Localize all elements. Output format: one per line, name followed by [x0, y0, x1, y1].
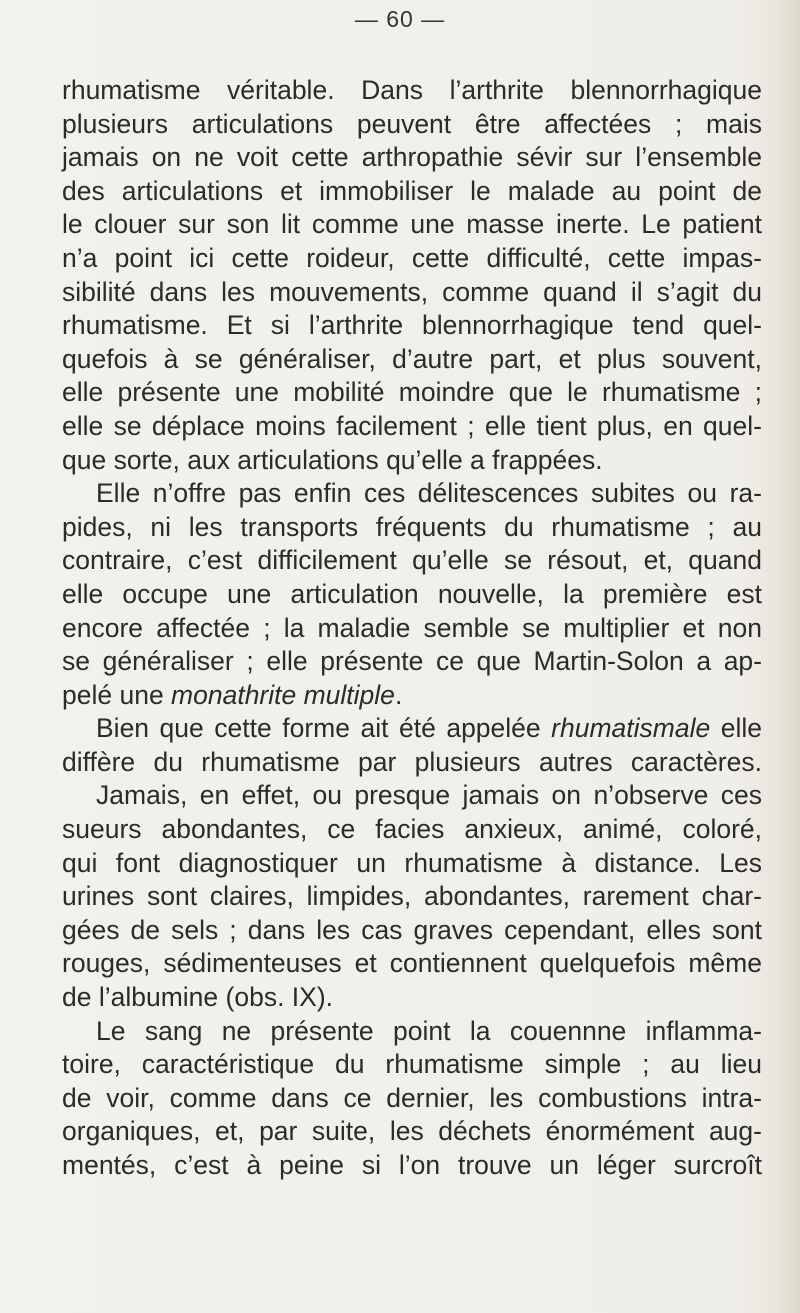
text-line: toire, caractéristique du rhumatisme simple ; au lieu: [62, 1049, 762, 1080]
text-line: de voir, comme dans ce dernier, les combustions intra-: [62, 1082, 762, 1113]
text-line: organiques, et, par suite, les déchets énormément aug-: [62, 1116, 762, 1147]
text-line: rhumatisme véritable. Dans l’arthrite blennorrhagique: [62, 75, 762, 105]
text-line: le clouer sur son lit comme une masse inerte. Le patient: [62, 209, 762, 240]
text-line: Bien que cette forme ait été appelée rhumatismale elle: [96, 713, 762, 744]
text-line: urines sont claires, limpides, abondantes, rarement char-: [62, 881, 762, 912]
text-line: gées de sels ; dans les cas graves cependant, elles sont: [62, 914, 762, 945]
text-line: sueurs abondantes, ce facies anxieux, animé, coloré,: [62, 814, 762, 845]
body-text: [62, 74, 762, 1183]
text-line: plusieurs articulations peuvent être affectées ; mais: [62, 108, 762, 139]
text-line: qui font diagnostiquer un rhumatisme à distance. Les: [62, 847, 762, 878]
page-number: — 60 —: [354, 6, 446, 32]
text-line: n’a point ici cette roideur, cette difficulté, cette impas-: [62, 242, 762, 273]
text-line: elle présente une mobilité moindre que le rhumatisme ;: [62, 377, 762, 408]
text-line: sibilité dans les mouvements, comme quand il s’agit du: [62, 276, 762, 307]
text-line: Le sang ne présente point la couennne inflamma-: [96, 1015, 762, 1046]
text-line: se généraliser ; elle présente ce que Martin-Solon a ap-: [62, 646, 762, 677]
text-line: des articulations et immobiliser le malade au point de: [62, 175, 762, 206]
text-line: jamais on ne voit cette arthropathie sévir sur l’ensemble: [62, 142, 762, 173]
text-line: rouges, sédimenteuses et contiennent quelquefois même: [62, 948, 762, 979]
text-line: pelé une monathrite multiple.: [62, 679, 403, 710]
text-line: elle se déplace moins facilement ; elle tient plus, en quel-: [62, 410, 762, 441]
italic-term: monathrite multiple: [171, 679, 395, 710]
italic-term: rhumatismale: [551, 713, 711, 744]
text-line: Jamais, en effet, ou presque jamais on n’observe ces: [96, 780, 762, 811]
text-line: mentés, c’est à peine si l’on trouve un léger surcroît: [62, 1150, 762, 1180]
text-line: rhumatisme. Et si l’arthrite blennorrhagique tend quel-: [62, 310, 762, 341]
text-line: encore affectée ; la maladie semble se multiplier et non: [62, 612, 762, 643]
text-line: Elle n’offre pas enfin ces délitescences subites ou ra-: [96, 478, 762, 509]
text-line: contraire, c’est difficilement qu’elle se résout, et, quand: [62, 545, 762, 576]
text-line: que sorte, aux articulations qu’elle a frappées.: [62, 444, 603, 475]
text-line: pides, ni les transports fréquents du rhumatisme ; au: [62, 511, 762, 542]
text-line: quefois à se généraliser, d’autre part, et plus souvent,: [62, 343, 762, 374]
text-line: elle occupe une articulation nouvelle, la première est: [62, 578, 762, 609]
text-line: de l’albumine (obs. IX).: [62, 982, 334, 1013]
text-line: diffère du rhumatisme par plusieurs autres caractères.: [62, 746, 762, 777]
